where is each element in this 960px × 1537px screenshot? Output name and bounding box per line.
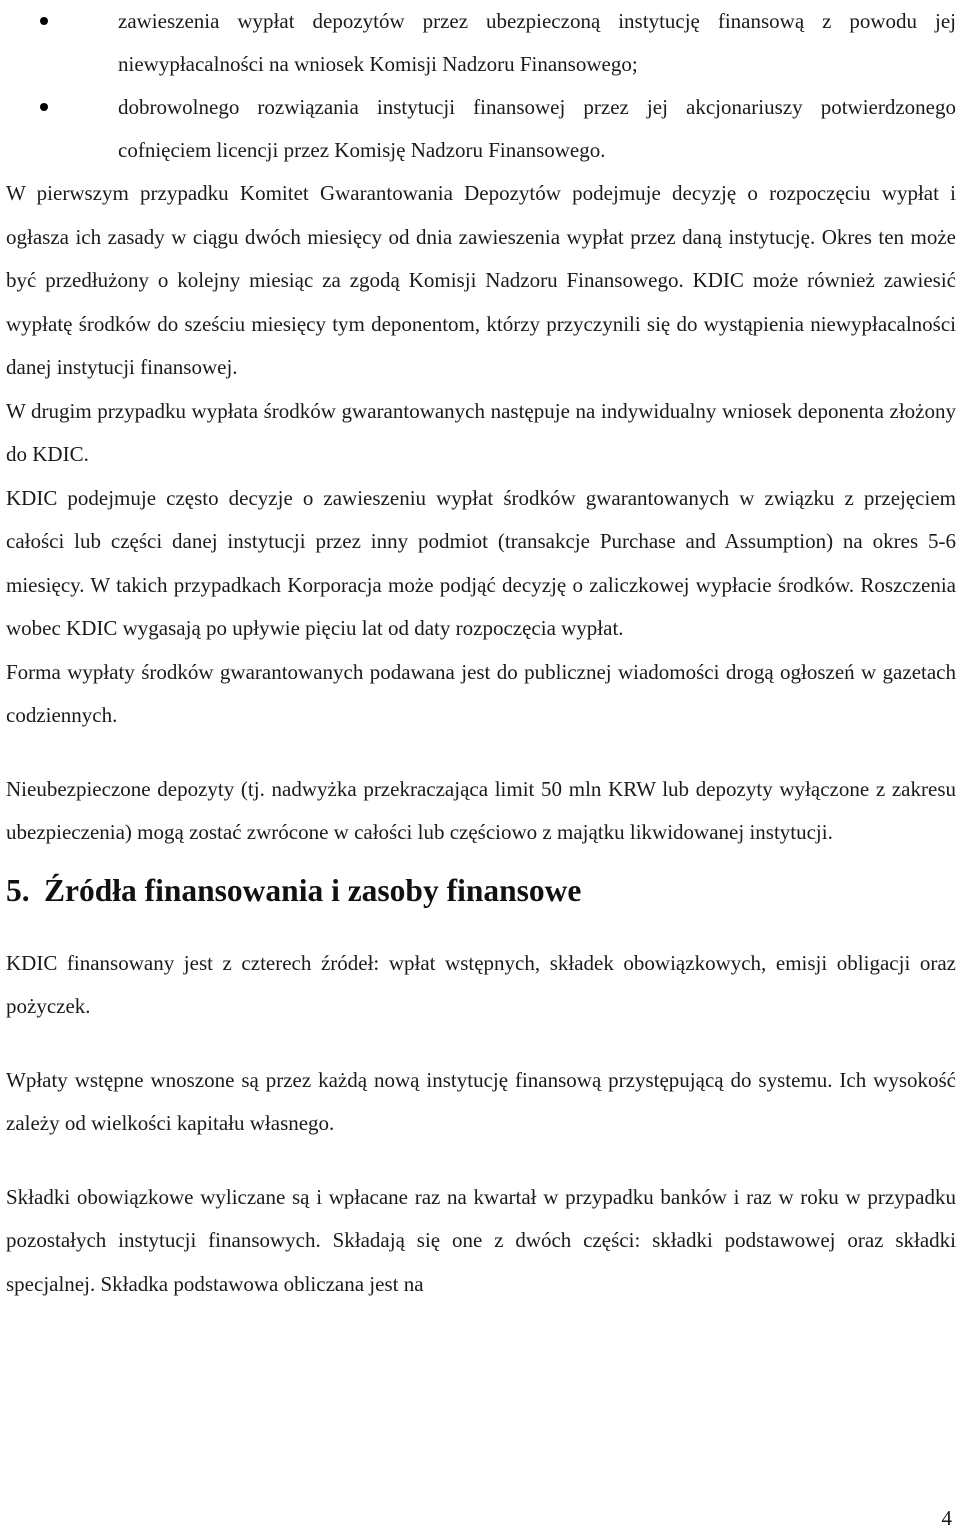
page-number: 4 bbox=[941, 1506, 952, 1530]
bullet-text: dobrowolnego rozwiązania instytucji finansowej przez jej akcjonariuszy potwierdzonego cofnięciem licencji przez Komisję Nadzoru Finansowego. bbox=[118, 95, 956, 162]
document-page bbox=[6, 0, 956, 1306]
spacer bbox=[6, 912, 956, 942]
spacer bbox=[6, 738, 956, 768]
section-number: 5. bbox=[6, 872, 30, 908]
paragraph-suspension: KDIC podejmuje często decyzje o zawieszeniu wypłat środków gwarantowanych w związku z przejęciem całości lub części danej instytucji przez inny podmiot (transakcje Purchase and Assumption) na okres 5-6 miesięcy. W takich przypadkach Korporacja może podjąć decyzję o zaliczkowej wypłacie środków. Roszczenia wobec KDIC wygasają po upływie pięciu lat od daty rozpoczęcia wypłat. bbox=[6, 485, 956, 640]
paragraph-uninsured-deposits: Nieubezpieczone depozyty (tj. nadwyżka przekraczająca limit 50 mln KRW lub depozyty wyłączone z zakresu ubezpieczenia) mogą zostać zwrócone w całości lub częściowo z majątku likwidowanej instytucji. bbox=[6, 776, 956, 844]
paragraph-mandatory-contributions: Składki obowiązkowe wyliczane są i wpłacane raz na kwartał w przypadku banków i raz w roku w przypadku pozostałych instytucji finansowych. Składają się one z dwóch części: składki podstawowej oraz składki specjalnej. Składka podstawowa obliczana jest na bbox=[6, 1184, 956, 1296]
bullet-item bbox=[6, 86, 956, 172]
spacer bbox=[6, 855, 956, 869]
bullet-text: zawieszenia wypłat depozytów przez ubezpieczoną instytucję finansową z powodu jej niewypłacalności na wniosek Komisji Nadzoru Finansowego; bbox=[118, 9, 956, 76]
paragraph-first-case: W pierwszym przypadku Komitet Gwarantowania Depozytów podejmuje decyzję o rozpoczęciu wypłat i ogłasza ich zasady w ciągu dwóch miesięcy od dnia zawieszenia wypłat przez daną instytucję. Okres ten może być przedłużony o kolejny miesiąc za zgodą Komisji Nadzoru Finansowego. KDIC może również zawiesić wypłatę środków do sześciu miesięcy tym deponentom, którzy przyczynili się do wystąpienia niewypłacalności danej instytucji finansowej. bbox=[6, 181, 956, 379]
section-heading bbox=[6, 869, 956, 912]
bullet-item bbox=[6, 0, 956, 86]
bullet-icon bbox=[40, 103, 48, 111]
bullet-icon bbox=[40, 17, 48, 25]
paragraph-initial-payments: Wpłaty wstępne wnoszone są przez każdą nową instytucję finansową przystępującą do systemu. Ich wysokość zależy od wielkości kapitału własnego. bbox=[6, 1067, 956, 1135]
paragraph-payout-form: Forma wypłaty środków gwarantowanych podawana jest do publicznej wiadomości drogą ogłoszeń w gazetach codziennych. bbox=[6, 659, 956, 727]
section-title: Źródła finansowania i zasoby finansowe bbox=[44, 872, 582, 908]
bullet-list bbox=[6, 0, 956, 172]
spacer bbox=[6, 1029, 956, 1059]
paragraph-funding-sources: KDIC finansowany jest z czterech źródeł: wpłat wstępnych, składek obowiązkowych, emisji obligacji oraz pożyczek. bbox=[6, 950, 956, 1018]
paragraph-second-case: W drugim przypadku wypłata środków gwarantowanych następuje na indywidualny wniosek deponenta złożony do KDIC. bbox=[6, 398, 956, 466]
spacer bbox=[6, 1146, 956, 1176]
